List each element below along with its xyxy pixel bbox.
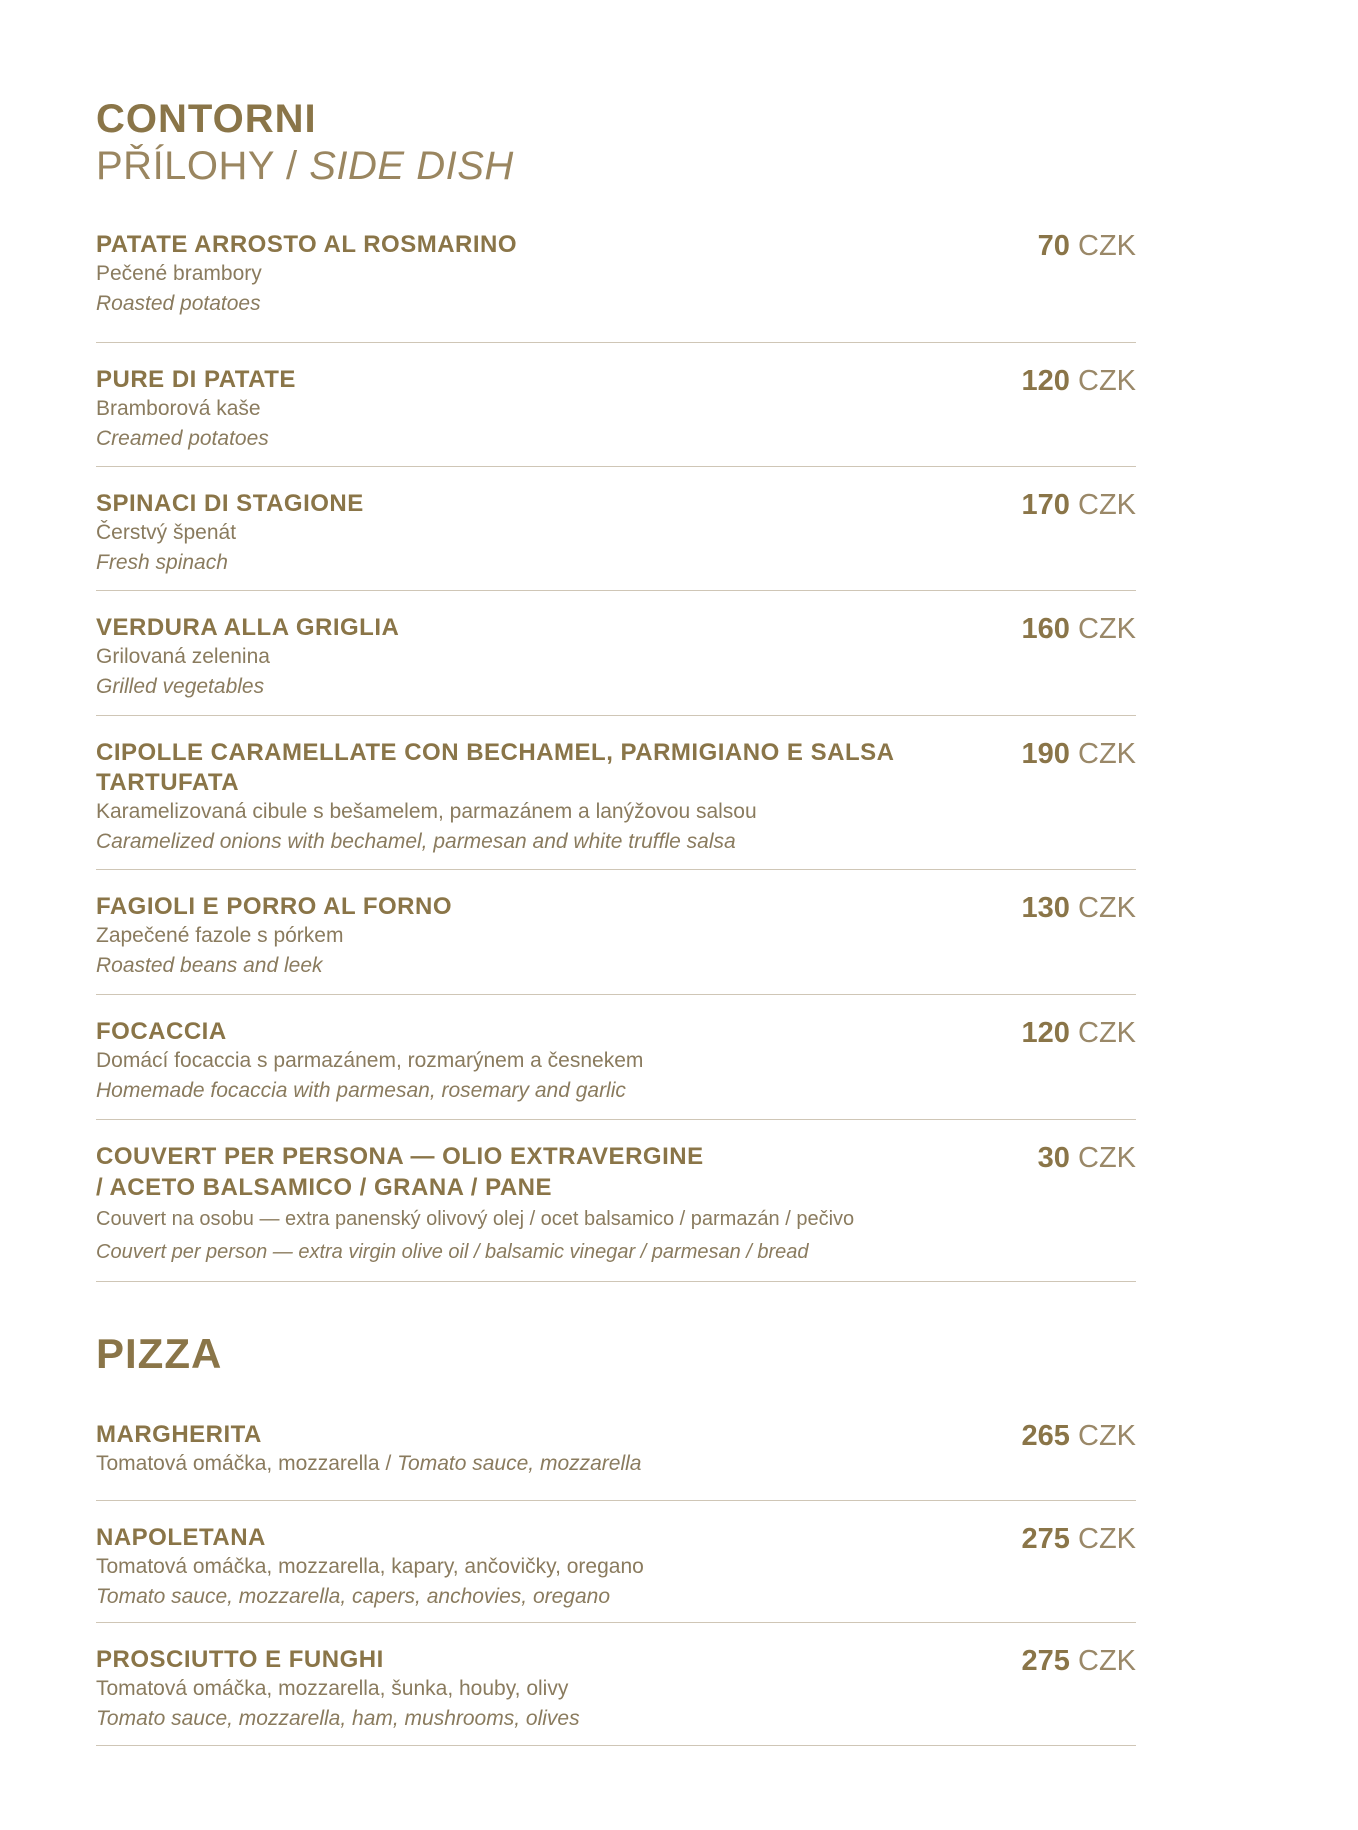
price-value: 120 [1021, 365, 1070, 397]
price-value: 160 [1021, 613, 1070, 645]
price-value: 275 [1021, 1645, 1070, 1677]
pizza-list [96, 1420, 1136, 1746]
contorni-section [96, 96, 1136, 1282]
item-name: SPINACI DI STAGIONE [96, 490, 364, 517]
item-price [1022, 1523, 1136, 1556]
menu-item [96, 1501, 1136, 1623]
subtitle-cz: PŘÍLOHY [96, 144, 275, 188]
item-price [1022, 1645, 1136, 1678]
item-desc-cz: Grilovaná zelenina [96, 645, 270, 668]
section-subtitle [96, 142, 1136, 190]
item-desc-en: Grilled vegetables [96, 675, 265, 698]
price-currency: CZK [1078, 1142, 1136, 1174]
desc-separator: / [379, 1452, 398, 1475]
menu-item [96, 1623, 1136, 1746]
section-title: CONTORNI [96, 97, 317, 141]
item-desc-cz: Pečené brambory [96, 262, 262, 285]
price-value: 70 [1037, 230, 1070, 262]
price-currency: CZK [1078, 489, 1136, 521]
price-currency: CZK [1078, 1420, 1136, 1452]
menu-item [96, 467, 1136, 591]
item-name-line1: COUVERT PER PERSONA — OLIO EXTRAVERGINE [96, 1143, 704, 1170]
contorni-list [96, 230, 1136, 1282]
item-desc-en: Creamed potatoes [96, 427, 269, 450]
menu-item [96, 995, 1136, 1120]
price-value: 265 [1021, 1420, 1070, 1452]
item-price [1038, 1142, 1136, 1175]
item-name: PURE DI PATATE [96, 366, 296, 393]
item-desc-en: Roasted potatoes [96, 292, 261, 315]
menu-item [96, 230, 1136, 343]
item-desc-en: Fresh spinach [96, 551, 228, 574]
subtitle-en: SIDE DISH [309, 144, 514, 188]
price-currency: CZK [1078, 1017, 1136, 1049]
price-value: 130 [1021, 892, 1070, 924]
item-desc-cz: Karamelizovaná cibule s bešamelem, parmazánem a lanýžovou salsou [96, 800, 757, 823]
menu-item [96, 716, 1136, 870]
item-price [1022, 738, 1136, 771]
price-currency: CZK [1078, 1645, 1136, 1677]
price-value: 170 [1021, 489, 1070, 521]
item-price [1038, 230, 1136, 263]
item-name: FAGIOLI E PORRO AL FORNO [96, 893, 453, 920]
item-desc-cz: Tomatová omáčka, mozzarella, kapary, ančovičky, oregano [96, 1555, 644, 1578]
item-desc-en: Tomato sauce, mozzarella, capers, anchovies, oregano [96, 1585, 611, 1608]
item-name: FOCACCIA [96, 1018, 227, 1045]
item-price [1022, 365, 1136, 398]
item-desc-cz: Couvert na osobu — extra panenský olivový olej / ocet balsamico / parmazán / pečivo [96, 1208, 855, 1230]
item-desc-cz: Domácí focaccia s parmazánem, rozmarýnem a česnekem [96, 1049, 644, 1072]
item-desc [96, 1450, 946, 1477]
menu-item [96, 1120, 1136, 1282]
item-price [1022, 1420, 1136, 1453]
menu-item [96, 343, 1136, 467]
item-name: NAPOLETANA [96, 1524, 266, 1551]
item-desc-cz: Zapečené fazole s pórkem [96, 924, 344, 947]
price-currency: CZK [1078, 1523, 1136, 1555]
item-desc-cz: Tomatová omáčka, mozzarella [96, 1452, 380, 1475]
item-desc-cz: Čerstvý špenát [96, 521, 237, 544]
item-price [1022, 613, 1136, 646]
item-desc-en: Roasted beans and leek [96, 954, 323, 977]
item-desc-en: Caramelized onions with bechamel, parmesan and white truffle salsa [96, 830, 736, 853]
price-value: 30 [1037, 1142, 1070, 1174]
price-value: 120 [1021, 1017, 1070, 1049]
price-currency: CZK [1078, 230, 1136, 262]
item-desc-en: Couvert per person — extra virgin olive oil / balsamic vinegar / parmesan / bread [96, 1241, 809, 1263]
price-currency: CZK [1078, 613, 1136, 645]
pizza-section-title: PIZZA [96, 1330, 223, 1377]
item-desc-en: Homemade focaccia with parmesan, rosemary and garlic [96, 1079, 626, 1102]
menu-item [96, 1420, 1136, 1501]
price-value: 275 [1021, 1523, 1070, 1555]
item-price [1022, 892, 1136, 925]
menu-item [96, 591, 1136, 716]
price-currency: CZK [1078, 365, 1136, 397]
price-value: 190 [1021, 738, 1070, 770]
item-name: VERDURA ALLA GRIGLIA [96, 614, 400, 641]
item-name: CIPOLLE CARAMELLATE CON BECHAMEL, PARMIGIANO E SALSA TARTUFATA [96, 739, 894, 796]
item-price [1022, 489, 1136, 522]
item-name-line2: / ACETO BALSAMICO / GRANA / PANE [96, 1174, 553, 1201]
item-name: PROSCIUTTO E FUNGHI [96, 1646, 384, 1673]
menu-item [96, 870, 1136, 995]
item-desc-cz: Bramborová kaše [96, 397, 261, 420]
item-desc-en: Tomato sauce, mozzarella, ham, mushrooms, olives [96, 1707, 580, 1730]
item-desc-cz: Tomatová omáčka, mozzarella, šunka, houby, olivy [96, 1677, 569, 1700]
item-price [1022, 1017, 1136, 1050]
price-currency: CZK [1078, 892, 1136, 924]
item-desc-en: Tomato sauce, mozzarella [397, 1452, 642, 1475]
item-name: PATATE ARROSTO AL ROSMARINO [96, 231, 518, 258]
item-name: MARGHERITA [96, 1421, 262, 1448]
price-currency: CZK [1078, 738, 1136, 770]
subtitle-separator: / [274, 144, 310, 188]
